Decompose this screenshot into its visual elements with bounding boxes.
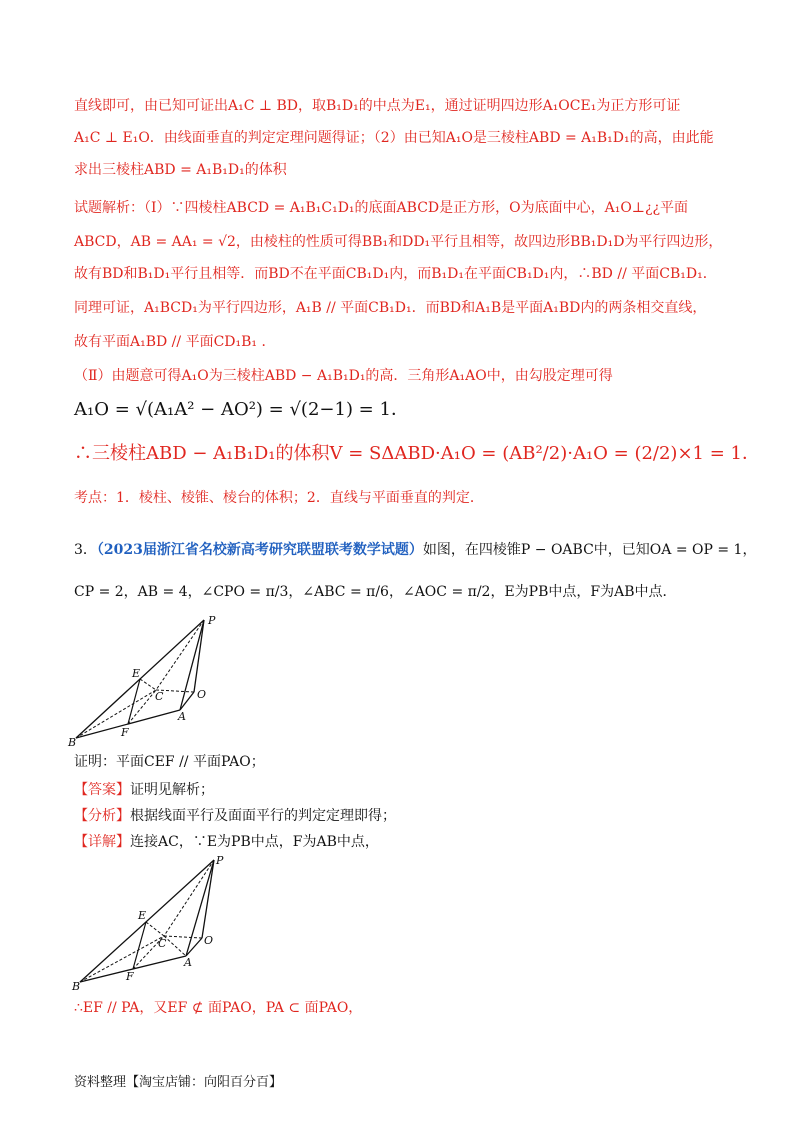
solution-line-2: A₁C ⊥ E₁O．由线面垂直的判定定理问题得证；（2）由已知A₁O是三棱柱ABD = A₁B₁D₁的高，由此能 <box>74 130 714 146</box>
svg-text:B: B <box>72 980 81 992</box>
problem-text-2: CP = 2，AB = 4，∠CPO = π/3，∠ABC = π/6，∠AOC = π/2，E为PB中点，F为AB中点． <box>74 584 677 600</box>
problem-3-heading <box>74 540 756 560</box>
svg-text:O: O <box>197 688 207 701</box>
detail-text: 连接AC，∵E为PB中点，F为AB中点， <box>130 834 379 850</box>
svg-text:B: B <box>68 736 77 749</box>
pyramid-figure-2 <box>70 852 230 992</box>
page-footer: 资料整理【淘宝店铺：向阳百分百】 <box>74 1075 283 1090</box>
answer-tag: 【答案】 <box>74 782 130 798</box>
detail-line <box>74 832 379 852</box>
svg-text:E: E <box>132 667 141 680</box>
solution-line-7: 同理可证，A₁BCD₁为平行四边形，A₁B // 平面CB₁D₁．而BD和A₁B是平面A₁BD内的两条相交直线， <box>74 300 707 316</box>
analysis-line <box>74 806 396 826</box>
solution-line-12: 考点：1．棱柱、棱锥、棱台的体积；2．直线与平面垂直的判定． <box>74 490 484 506</box>
solution-line-6: 故有BD和B₁D₁平行且相等．而BD不在平面CB₁D₁内，而B₁D₁在平面CB₁D₁内，∴BD // 平面CB₁D₁． <box>74 266 717 282</box>
solution-line-4: 试题解析：（Ⅰ）∵四棱柱ABCD = A₁B₁C₁D₁的底面ABCD是正方形，O为底面中心，A₁O⊥¿¿平面 <box>74 200 688 216</box>
svg-text:P: P <box>208 614 216 627</box>
svg-text:C: C <box>158 937 167 950</box>
solution-line-10: A₁O = √(A₁A² − AO²) = √(2−1) = 1． <box>74 399 409 420</box>
conclusion-line: ∴EF // PA，又EF ⊄ 面PAO，PA ⊂ 面PAO， <box>74 1000 363 1016</box>
svg-text:E: E <box>138 909 147 922</box>
svg-text:F: F <box>126 970 134 983</box>
pyramid-figure-1 <box>66 612 236 750</box>
prove-statement: 证明：平面CEF // 平面PAO； <box>74 754 265 770</box>
answer-line <box>74 780 214 800</box>
answer-text: 证明见解析； <box>130 782 214 798</box>
solution-line-9: （Ⅱ）由题意可得A₁O为三棱柱ABD − A₁B₁D₁的高．三角形A₁AO中，由勾股定理可得 <box>74 368 613 384</box>
svg-text:F: F <box>121 726 129 739</box>
solution-line-3: 求出三棱柱ABD = A₁B₁D₁的体积 <box>74 162 287 178</box>
svg-text:P: P <box>216 854 224 867</box>
detail-tag: 【详解】 <box>74 834 130 850</box>
solution-line-1: 直线即可，由已知可证出A₁C ⊥ BD，取B₁D₁的中点为E₁，通过证明四边形A₁OCE₁为正方形可证 <box>74 98 681 114</box>
svg-text:C: C <box>155 690 164 703</box>
svg-text:A: A <box>178 710 186 723</box>
analysis-text: 根据线面平行及面面平行的判定定理即得； <box>130 808 396 824</box>
solution-line-8: 故有平面A₁BD // 平面CD₁B₁ ． <box>74 334 276 350</box>
svg-text:O: O <box>204 934 214 947</box>
solution-line-5: ABCD，AB = AA₁ = √2，由棱柱的性质可得BB₁和DD₁平行且相等，故四边形BB₁D₁D为平行四边形， <box>74 234 723 250</box>
problem-text-1: 如图，在四棱锥P − OABC中，已知OA = OP = 1， <box>422 542 757 558</box>
solution-line-11: ∴三棱柱ABD − A₁B₁D₁的体积V = SΔABD·A₁O = (AB²/2)·A₁O = (2/2)×1 = 1． <box>74 443 760 464</box>
problem-number: 3． <box>74 542 97 558</box>
analysis-tag: 【分析】 <box>74 808 130 824</box>
problem-source: （2023届浙江省名校新高考研究联盟联考数学试题） <box>96 542 423 558</box>
svg-text:A: A <box>184 956 192 969</box>
